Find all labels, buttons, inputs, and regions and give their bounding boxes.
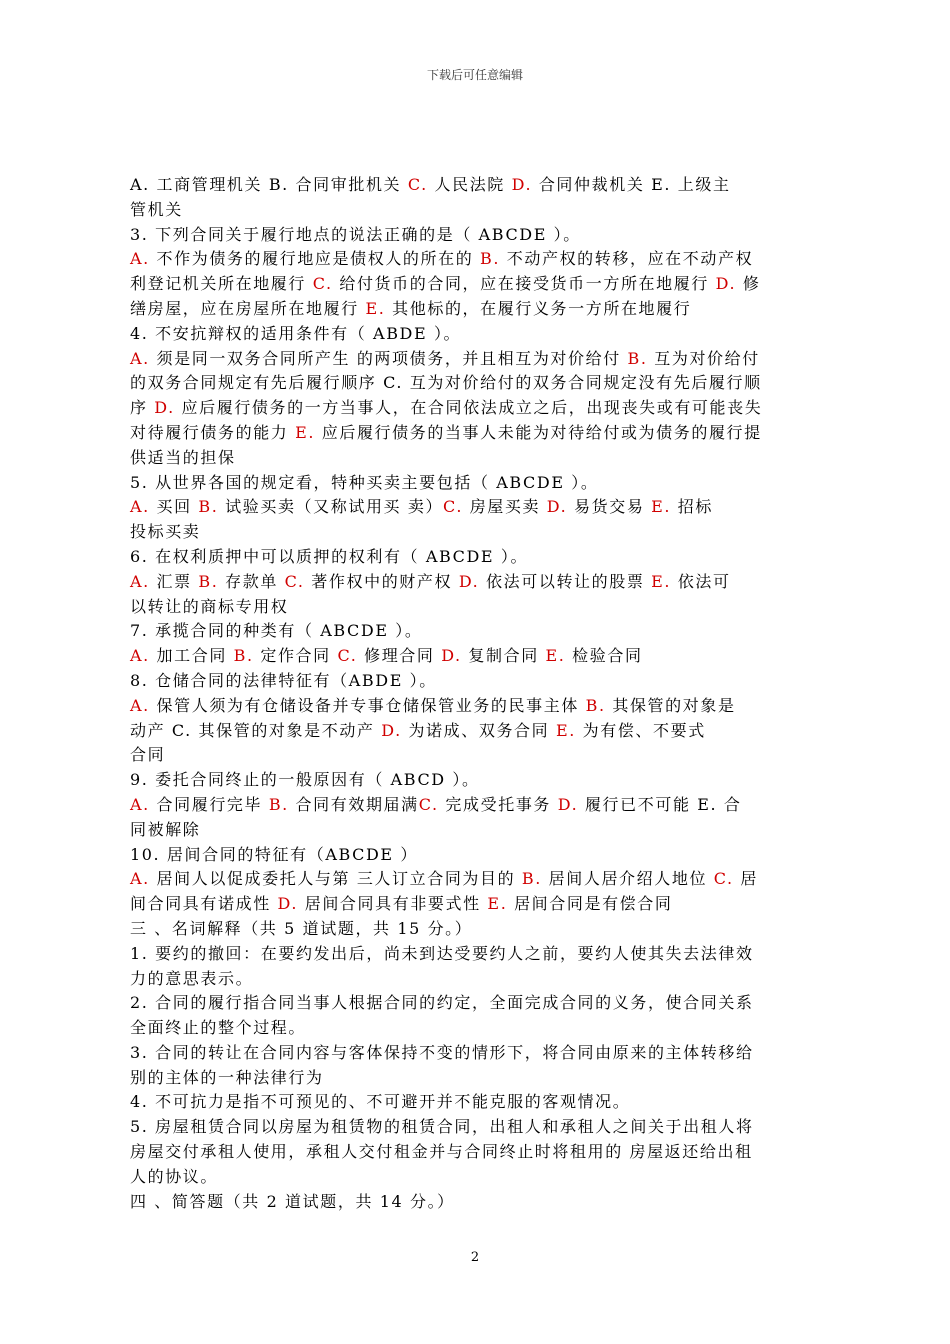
text-line	[130, 892, 820, 917]
text-line	[130, 743, 820, 768]
option-letter: A.	[130, 571, 150, 591]
text-segment: 定作合同	[253, 646, 338, 666]
option-letter: C.	[407, 175, 428, 194]
option-letter: B.	[233, 646, 254, 666]
text-segment: 保管人须为有仓储设备并专事仓储保管业务的民事主体	[149, 695, 586, 715]
option-letter: A.	[130, 646, 150, 666]
text-line	[130, 1190, 820, 1215]
text-segment: 履行已不可能 E. 合	[578, 794, 742, 814]
text-segment: 居	[733, 869, 758, 889]
option-letter: B.	[627, 348, 648, 368]
text-segment: 10. 居间合同的特征有（ABCDE ）	[130, 844, 418, 864]
text-line	[130, 818, 820, 843]
option-letter: E.	[651, 571, 672, 591]
text-line	[130, 768, 820, 793]
text-segment: 居间人居介绍人地位	[541, 869, 714, 889]
text-segment: 易货交易	[567, 497, 652, 517]
text-segment: 力的意思表示。	[130, 968, 254, 988]
text-segment: 著作权中的财产权	[304, 571, 459, 591]
text-segment: 应后履行债务的一方当事人，在合同依法成立之后，出现丧失或有可能丧失	[174, 398, 763, 418]
text-segment: 三 、名词解释（共 5 道试题，共 15 分。）	[130, 918, 473, 938]
text-segment: 买回	[149, 497, 199, 517]
option-letter: A.	[130, 249, 150, 269]
text-segment: 合同仲裁机关 E. 上级主	[532, 175, 731, 194]
text-segment: 人的协议。	[130, 1166, 219, 1186]
text-segment: 间合同具有诺成性	[130, 894, 278, 914]
text-segment: 居间人以促成委托人与第 三人订立合同为目的	[149, 869, 522, 889]
text-segment: 合同有效期届满	[288, 794, 419, 814]
text-segment: 投标买卖	[130, 522, 201, 542]
text-segment: 以转让的商标专用权	[130, 596, 289, 616]
text-segment: 试验买卖（又称试用买 卖）	[218, 497, 444, 517]
option-letter: A.	[130, 869, 150, 889]
text-line	[130, 471, 820, 496]
text-line	[130, 1041, 820, 1066]
document-body	[130, 173, 820, 1214]
text-line	[130, 793, 820, 818]
option-letter: B.	[521, 869, 542, 889]
text-segment: 9. 委托合同终止的一般原因有（ ABCD ）。	[130, 770, 480, 790]
option-letter: B.	[198, 497, 219, 517]
option-letter: B.	[480, 249, 501, 269]
text-segment: 房屋交付承租人使用，承租人交付租金并与合同终止时将租用的 房屋返还给出租	[130, 1142, 753, 1162]
text-segment: 居间合同具有非要式性	[298, 894, 488, 914]
text-line	[130, 347, 820, 372]
text-segment: 修理合同	[357, 646, 442, 666]
text-segment: 5. 房屋租赁合同以房屋为租赁物的租赁合同，出租人和承租人之间关于出租人将	[130, 1117, 754, 1137]
option-letter: C.	[312, 274, 333, 294]
text-segment: 须是同一双务合同所产生 的两项债务，并且相互为对价给付	[149, 348, 628, 368]
text-line	[130, 247, 820, 272]
text-segment: 7. 承揽合同的种类有（ ABCDE ）。	[130, 621, 423, 641]
text-segment: 复制合同	[461, 646, 546, 666]
text-line	[130, 198, 820, 223]
text-segment: 1. 要约的撤回：在要约发出后，尚未到达受要约人之前，要约人使其失去法律效	[130, 943, 754, 963]
option-letter: D.	[458, 571, 480, 591]
option-letter: E.	[545, 646, 566, 666]
text-segment: 4. 不可抗力是指不可预见的、不可避开并不能克服的客观情况。	[130, 1092, 631, 1112]
text-segment: 同被解除	[130, 819, 201, 839]
text-segment: 的双务合同规定有先后履行顺序 C. 互为对价给付的双务合同规定没有先后履行顺	[130, 373, 762, 393]
text-segment: 互为对价给付	[647, 348, 760, 368]
page-number: 2	[470, 1250, 480, 1265]
text-segment: 不动产权的转移，应在不动产权	[500, 249, 754, 269]
text-segment: 全面终止的整个过程。	[130, 1018, 307, 1038]
text-segment: 对待履行债务的能力	[130, 422, 296, 442]
text-segment: 为有偿、不要式	[575, 720, 706, 740]
text-line	[130, 446, 820, 471]
option-letter: C.	[284, 571, 305, 591]
option-letter: B.	[585, 695, 606, 715]
option-letter: A.	[130, 348, 150, 368]
option-letter: A.	[130, 497, 150, 517]
text-segment: 6. 在权利质押中可以质押的权利有（ ABCDE ）。	[130, 546, 529, 566]
text-segment: 不作为债务的履行地应是债权人的所在的	[149, 249, 481, 269]
option-letter: D.	[546, 497, 568, 517]
option-letter: D.	[557, 794, 579, 814]
text-segment: 合同	[130, 745, 166, 765]
text-line	[130, 570, 820, 595]
option-letter: A.	[130, 695, 150, 715]
text-line	[130, 1090, 820, 1115]
text-segment: 缮房屋，应在房屋所在地履行	[130, 298, 366, 318]
text-line	[130, 223, 820, 248]
text-segment: 给付货币的合同，应在接受货币一方所在地履行	[332, 274, 716, 294]
text-line	[130, 991, 820, 1016]
text-segment: 8. 仓储合同的法律特征有（ABDE ）。	[130, 670, 437, 690]
option-letter: E.	[295, 422, 316, 442]
text-line	[130, 967, 820, 992]
text-line	[130, 421, 820, 446]
text-segment: 其他标的，在履行义务一方所在地履行	[385, 298, 692, 318]
text-segment: 3. 合同的转让在合同内容与客体保持不变的情形下，将合同由原来的主体转移给	[130, 1042, 754, 1062]
option-letter: B.	[198, 571, 219, 591]
text-line	[130, 322, 820, 347]
text-line	[130, 669, 820, 694]
option-letter: D.	[381, 720, 402, 740]
text-line	[130, 719, 820, 744]
text-line	[130, 520, 820, 545]
text-segment: 其保管的对象是	[605, 695, 736, 715]
text-segment: A. 工商管理机关 B. 合同审批机关	[130, 175, 408, 194]
text-segment: 修	[736, 274, 761, 294]
option-letter: D.	[441, 646, 462, 666]
text-line	[130, 644, 820, 669]
text-line	[130, 396, 820, 421]
text-segment: 居间合同是有偿合同	[507, 894, 673, 914]
text-segment: 利登记机关所在地履行	[130, 274, 313, 294]
option-letter: E.	[487, 894, 508, 914]
text-segment: 四 、简答题（共 2 道试题，共 14 分。）	[130, 1191, 455, 1211]
option-letter: C.	[337, 646, 358, 666]
text-segment: 供适当的担保	[130, 447, 236, 467]
text-segment: 3. 下列合同关于履行地点的说法正确的是（ ABCDE ）。	[130, 224, 581, 244]
text-line	[130, 1115, 820, 1140]
option-letter: C.	[713, 869, 734, 889]
option-letter: D.	[154, 398, 175, 418]
option-letter: D.	[715, 274, 737, 294]
text-line	[130, 843, 820, 868]
option-letter: E.	[365, 298, 386, 318]
text-line	[130, 1066, 820, 1091]
text-line	[130, 272, 820, 297]
text-segment: 动产 C. 其保管的对象是不动产	[130, 720, 382, 740]
option-letter: B.	[268, 794, 289, 814]
option-letter: D.	[277, 894, 299, 914]
text-line	[130, 867, 820, 892]
text-line	[130, 595, 820, 620]
text-line	[130, 371, 820, 396]
text-segment: 应后履行债务的当事人未能为对待给付或为债务的履行提	[315, 422, 762, 442]
text-segment: 2. 合同的履行指合同当事人根据合同的约定，全面完成合同的义务，使合同关系	[130, 993, 754, 1013]
text-segment: 加工合同	[149, 646, 234, 666]
text-segment: 为诺成、双务合同	[401, 720, 556, 740]
text-line	[130, 1016, 820, 1041]
text-segment: 合同履行完毕	[149, 794, 269, 814]
text-segment: 5. 从世界各国的规定看，特种买卖主要包括（ ABCDE ）。	[130, 472, 599, 492]
option-letter: A.	[130, 794, 150, 814]
text-line	[130, 694, 820, 719]
text-line	[130, 1140, 820, 1165]
text-segment: 依法可以转让的股票	[479, 571, 652, 591]
text-line	[130, 545, 820, 570]
option-letter: D.	[511, 175, 533, 194]
text-segment: 人民法院	[427, 175, 512, 194]
text-segment: 招标	[671, 497, 713, 517]
text-line	[130, 917, 820, 942]
text-segment: 4. 不安抗辩权的适用条件有（ ABDE ）。	[130, 323, 462, 343]
text-segment: 房屋买卖	[463, 497, 547, 517]
option-letter: C.	[443, 497, 464, 517]
page-header: 下载后可任意编辑	[426, 68, 523, 82]
option-letter: C.	[418, 794, 439, 814]
option-letter: E.	[555, 720, 576, 740]
text-line	[130, 1165, 820, 1190]
text-line	[130, 619, 820, 644]
text-line	[130, 942, 820, 967]
text-segment: 检验合同	[565, 646, 643, 666]
text-segment: 汇票	[149, 571, 199, 591]
text-line	[130, 495, 820, 520]
text-segment: 依法可	[671, 571, 731, 591]
text-segment: 完成受托事务	[438, 794, 558, 814]
text-segment: 管机关	[130, 199, 183, 219]
text-segment: 序	[130, 398, 155, 418]
option-letter: E.	[651, 497, 672, 517]
text-segment: 别的主体的一种法律行为	[130, 1067, 324, 1087]
text-line	[130, 297, 820, 322]
text-segment: 存款单	[218, 571, 285, 591]
text-line	[130, 173, 820, 198]
